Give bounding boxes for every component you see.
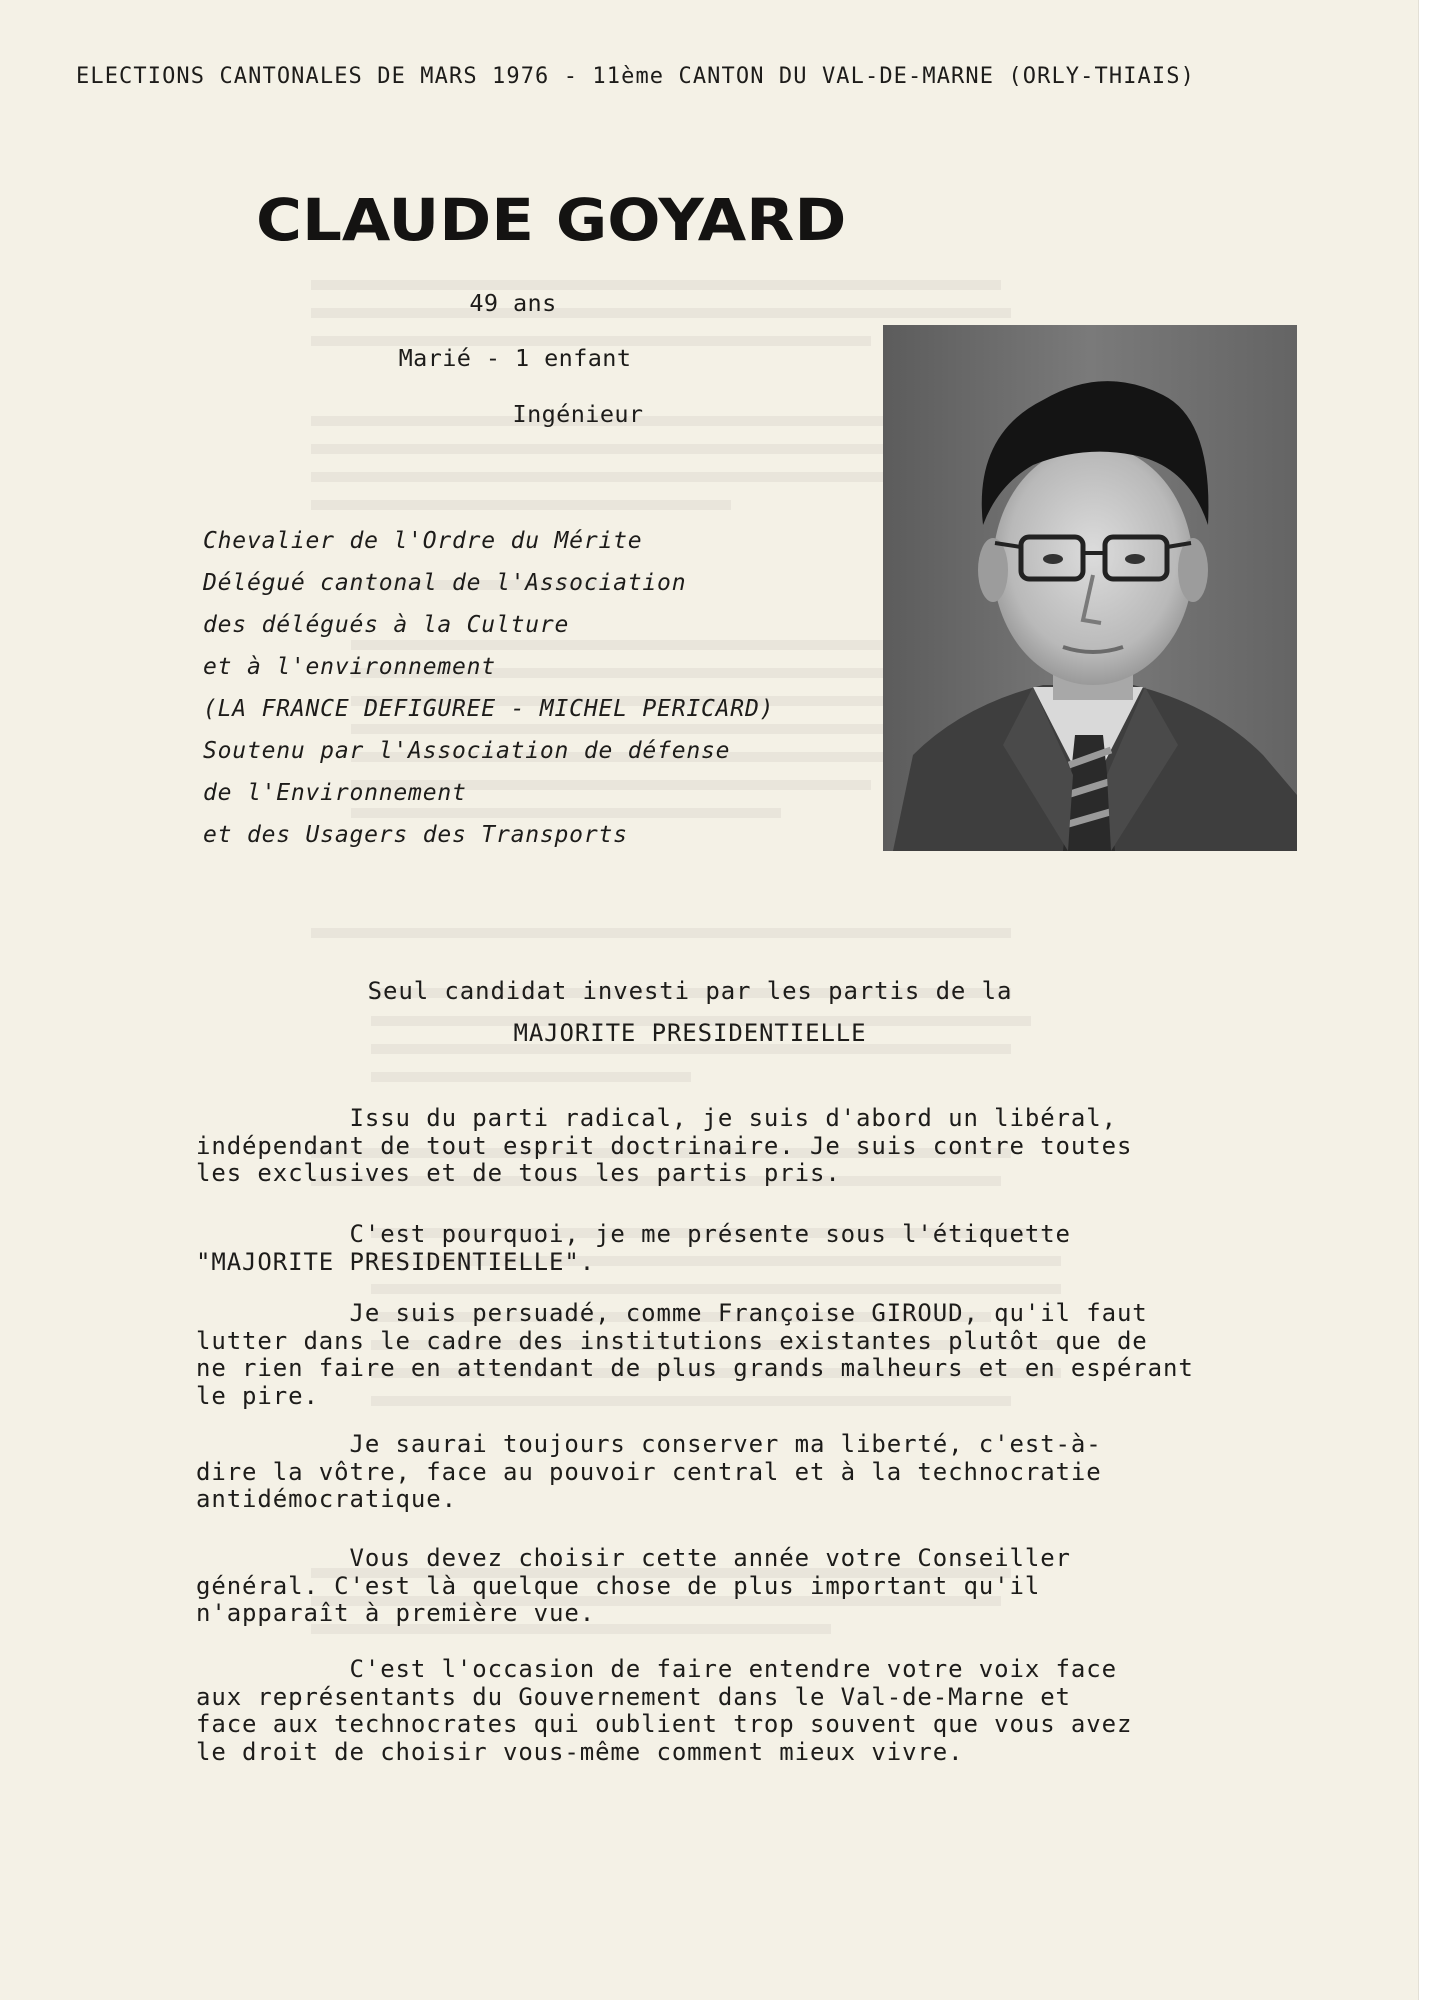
credential-line: Soutenu par l'Association de défense [203, 738, 731, 764]
credential-line: et des Usagers des Transports [203, 822, 628, 848]
candidate-portrait-photo [883, 325, 1297, 851]
candidate-name: CLAUDE GOYARD [256, 186, 847, 254]
statement-paragraph: Je suis persuadé, comme Françoise GIROUD, qu'il faut lutter dans le cadre des institutions existantes plutôt que de ne rien faire en attendant de plus grands malheurs et en espérant le pire. [196, 1299, 1194, 1410]
statement-paragraph: Je saurai toujours conserver ma liberté, c'est-à- dire la vôtre, face au pouvoir central et à la technocratie antidémocratique. [196, 1430, 1102, 1513]
statement-paragraph: Vous devez choisir cette année votre Conseiller général. C'est là quelque chose de plus important qu'il n'apparaît à première vue. [196, 1544, 1071, 1627]
statement-paragraph: Issu du parti radical, je suis d'abord un libéral, indépendant de tout esprit doctrinaire. Je suis contre toutes les exclusives et de tous les partis pris. [196, 1104, 1133, 1187]
credential-line: Chevalier de l'Ordre du Mérite [203, 528, 643, 554]
candidate-profession: Ingénieur [512, 400, 644, 428]
credential-line: et à l'environnement [203, 654, 496, 680]
endorsement-majority: MAJORITE PRESIDENTIELLE [513, 1019, 867, 1047]
credential-line: Délégué cantonal de l'Association [203, 570, 687, 596]
endorsement-line: Seul candidat investi par les partis de la [367, 977, 1013, 1005]
statement-paragraph: C'est pourquoi, je me présente sous l'étiquette "MAJORITE PRESIDENTIELLE". [196, 1220, 1071, 1276]
paper-edge [1418, 0, 1431, 2000]
statement-paragraph: C'est l'occasion de faire entendre votre voix face aux représentants du Gouvernement dans le Val-de-Marne et face aux technocrates qui oublient trop souvent que vous avez le droit de choisir vous-même comment mieux vivre. [196, 1655, 1133, 1766]
credential-line: des délégués à la Culture [203, 612, 570, 638]
candidate-age: 49 ans [469, 289, 557, 317]
credential-line: de l'Environnement [203, 780, 467, 806]
portrait-photo-icon [883, 325, 1297, 851]
election-header: ELECTIONS CANTONALES DE MARS 1976 - 11ème CANTON DU VAL-DE-MARNE (ORLY-THIAIS) [76, 64, 1195, 89]
candidate-family: Marié - 1 enfant [398, 344, 632, 372]
credential-line: (LA FRANCE DEFIGUREE - MICHEL PERICARD) [203, 696, 775, 722]
